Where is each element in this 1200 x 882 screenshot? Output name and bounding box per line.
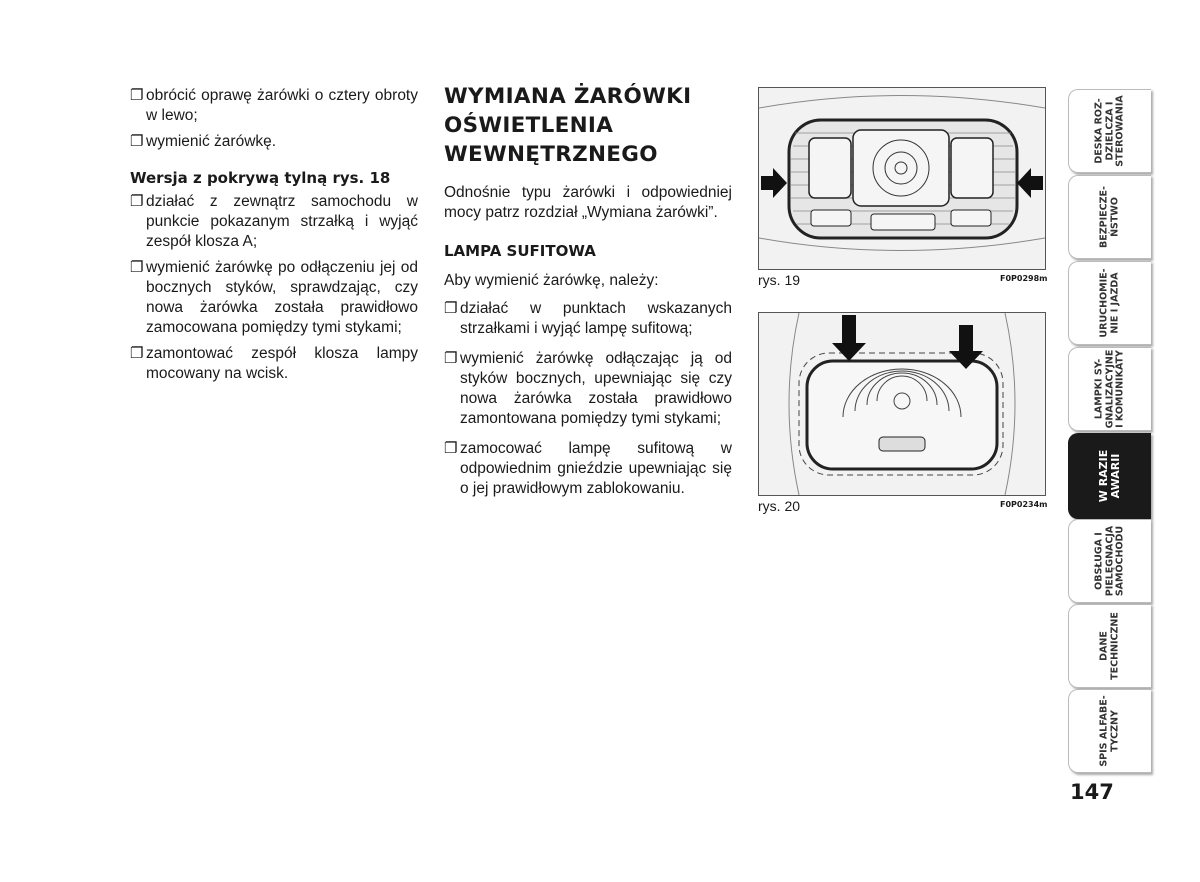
arrow-left-icon xyxy=(1017,168,1043,198)
checkbox-bullet-icon: ❐ xyxy=(444,350,458,367)
left-column xyxy=(130,86,418,390)
figure-19-code: F0P0298m xyxy=(1000,274,1048,283)
figure-19-caption: rys. 19 xyxy=(758,272,801,288)
checkbox-bullet-icon: ❐ xyxy=(130,87,144,104)
intro-paragraph: Odnośnie typu żarówki i odpowiedniej mocy patrz rozdział „Wymiana żarówki”. xyxy=(444,184,732,221)
dome-lamp-top-illustration xyxy=(759,313,1045,495)
list-item: ❐ zamocować lampę sufitową w odpowiednim gnieździe upewniając się o jej prawidłowym zablokowaniu. xyxy=(444,440,732,497)
arrow-down-icon xyxy=(832,315,866,361)
list-item: ❐ wymienić żarówkę po odłączeniu jej od bocznych styków, sprawdzając, czy nowa żarówka została prawidłowo zamocowana pomiędzy tymi stykami; xyxy=(130,259,418,336)
figure-20-code: F0P0234m xyxy=(1000,500,1048,509)
checkbox-bullet-icon: ❐ xyxy=(444,440,458,457)
figure-19-illustration xyxy=(758,87,1046,270)
checkbox-bullet-icon: ❐ xyxy=(130,259,144,276)
list-item: ❐ działać z zewnątrz samochodu w punkcie pokazanym strzałką i wyjąć zespół klosza A; xyxy=(130,193,418,250)
list-item: ❐ działać w punktach wskazanych strzałkami i wyjąć lampę sufitową; xyxy=(444,300,732,337)
tab-uruchomienie-i-jazda[interactable]: URUCHOMIE- NIE I JAZDA xyxy=(1068,261,1151,345)
list-item: ❐ wymienić żarówkę. xyxy=(130,133,277,150)
checkbox-bullet-icon: ❐ xyxy=(444,300,458,317)
subsection-intro: Aby wymienić żarówkę, należy: xyxy=(444,272,659,289)
tab-w-razie-awarii[interactable]: W RAZIE AWARII xyxy=(1068,433,1151,519)
tab-deska-rozdzielcza[interactable]: DESKA ROZ- DZIELCZA I STEROWANIA xyxy=(1068,89,1151,173)
version-subheading: Wersja z pokrywą tylną rys. 18 xyxy=(130,169,391,187)
page-number: 147 xyxy=(1070,780,1114,804)
tab-spis-alfabetyczny[interactable]: SPIS ALFABE- TYCZNY xyxy=(1068,689,1151,773)
figure-20-illustration xyxy=(758,312,1046,496)
list-item: ❐ wymienić żarówkę odłączając ją od styków bocznych, upewniając się czy nowa żarówka została prawidłowo zamontowana pomiędzy tymi stykami; xyxy=(444,350,732,427)
list-item: ❐ obrócić oprawę żarówki o cztery obroty w lewo; xyxy=(130,87,418,124)
checkbox-bullet-icon: ❐ xyxy=(130,193,144,210)
dome-lamp-front-illustration xyxy=(759,88,1045,269)
tab-bezpieczenstwo[interactable]: BEZPIECZE- ŃSTWO xyxy=(1068,175,1151,259)
arrow-right-icon xyxy=(761,168,787,198)
figure-20-caption: rys. 20 xyxy=(758,498,801,514)
checkbox-bullet-icon: ❐ xyxy=(130,345,144,362)
tab-lampki-sygnalizacyjne[interactable]: LAMPKI SY- GNALIZACYJNE I KOMUNIKATY xyxy=(1068,347,1151,431)
middle-column xyxy=(444,82,732,505)
checkbox-bullet-icon: ❐ xyxy=(130,133,144,150)
subsection-heading: LAMPA SUFITOWA xyxy=(444,242,596,260)
list-item: ❐ zamontować zespół klosza lampy mocowany na wcisk. xyxy=(130,345,418,382)
tab-dane-techniczne[interactable]: DANE TECHNICZNE xyxy=(1068,604,1151,688)
tab-obsluga-i-pielegnacja[interactable]: OBSŁUGA I PIELĘGNACJA SAMOCHODU xyxy=(1068,519,1151,603)
section-title: WYMIANA ŻARÓWKI OŚWIETLENIA WEWNĘTRZNEGO xyxy=(444,84,692,167)
